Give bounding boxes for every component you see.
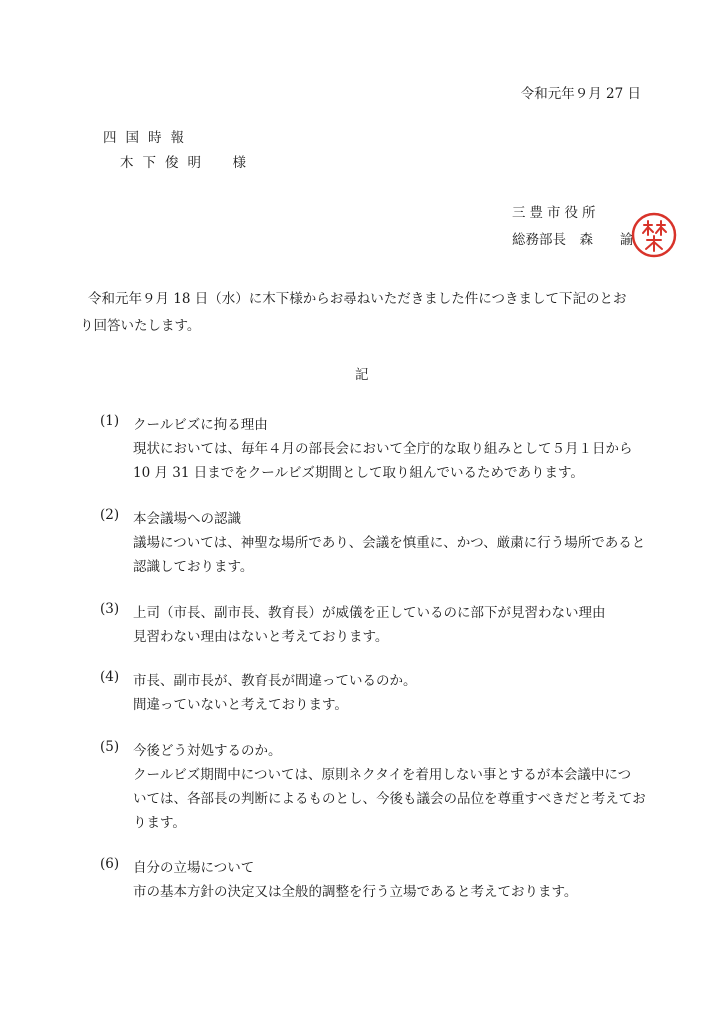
item-number: (2) bbox=[100, 507, 120, 523]
sender-title: 総務部長 森 諭 bbox=[512, 232, 634, 248]
item-line: 認識しております。 bbox=[133, 559, 254, 575]
item-line: いては、各部長の判断によるものとし、今後も議会の品位を尊重すべきだと考えてお bbox=[133, 791, 646, 807]
intro-line-1: 令和元年９月 18 日（水）に木下様からお尋ねいただきました件につきまして下記のとお bbox=[88, 291, 627, 307]
item-body bbox=[133, 531, 653, 579]
item-number: (6) bbox=[100, 856, 120, 872]
item-heading: 市長、副市長が、教育長が間違っているのか。 bbox=[133, 673, 417, 689]
item-line: 10 月 31 日までをクールビズ期間として取り組んでいるためであります。 bbox=[133, 465, 584, 481]
ki-heading: 記 bbox=[355, 367, 369, 383]
item-body bbox=[133, 625, 653, 649]
intro-line-2: り回答いたします。 bbox=[80, 318, 201, 334]
item-line: 見習わない理由はないと考えております。 bbox=[133, 629, 389, 645]
item-line: クールビズ期間中については、原則ネクタイを着用しない事とするが本会議中につ bbox=[133, 767, 632, 783]
item-heading: 上司（市長、副市長、教育長）が威儀を正しているのに部下が見習わない理由 bbox=[133, 605, 606, 621]
sender-organization: 三豊市役所 bbox=[512, 205, 600, 221]
intro-paragraph bbox=[80, 286, 648, 340]
official-seal-stamp bbox=[630, 211, 678, 259]
item-heading: クールビズに拘る理由 bbox=[133, 417, 268, 433]
item-heading: 本会議場への認識 bbox=[133, 511, 241, 527]
item-number: (1) bbox=[100, 413, 120, 429]
item-line: 市の基本方針の決定又は全般的調整を行う立場であると考えております。 bbox=[133, 884, 578, 900]
item-line: 議場については、神聖な場所であり、会議を慎重に、かつ、厳粛に行う場所であると bbox=[133, 535, 646, 551]
item-number: (3) bbox=[100, 601, 120, 617]
recipient-organization: 四国時報 bbox=[103, 130, 193, 146]
recipient-name: 木下俊明 様 bbox=[120, 155, 255, 171]
item-body bbox=[133, 437, 653, 485]
document-date: 令和元年９月 27 日 bbox=[520, 86, 641, 102]
item-body bbox=[133, 763, 653, 835]
item-line: ります。 bbox=[133, 815, 186, 831]
item-body bbox=[133, 880, 653, 904]
item-body bbox=[133, 693, 653, 717]
item-heading: 自分の立場について bbox=[133, 860, 255, 876]
item-heading: 今後どう対処するのか。 bbox=[133, 743, 282, 759]
item-number: (4) bbox=[100, 669, 120, 685]
item-line: 間違っていないと考えております。 bbox=[133, 697, 348, 713]
item-number: (5) bbox=[100, 739, 120, 755]
item-line: 現状においては、毎年４月の部長会において全庁的な取り組みとして５月１日から bbox=[133, 441, 633, 457]
